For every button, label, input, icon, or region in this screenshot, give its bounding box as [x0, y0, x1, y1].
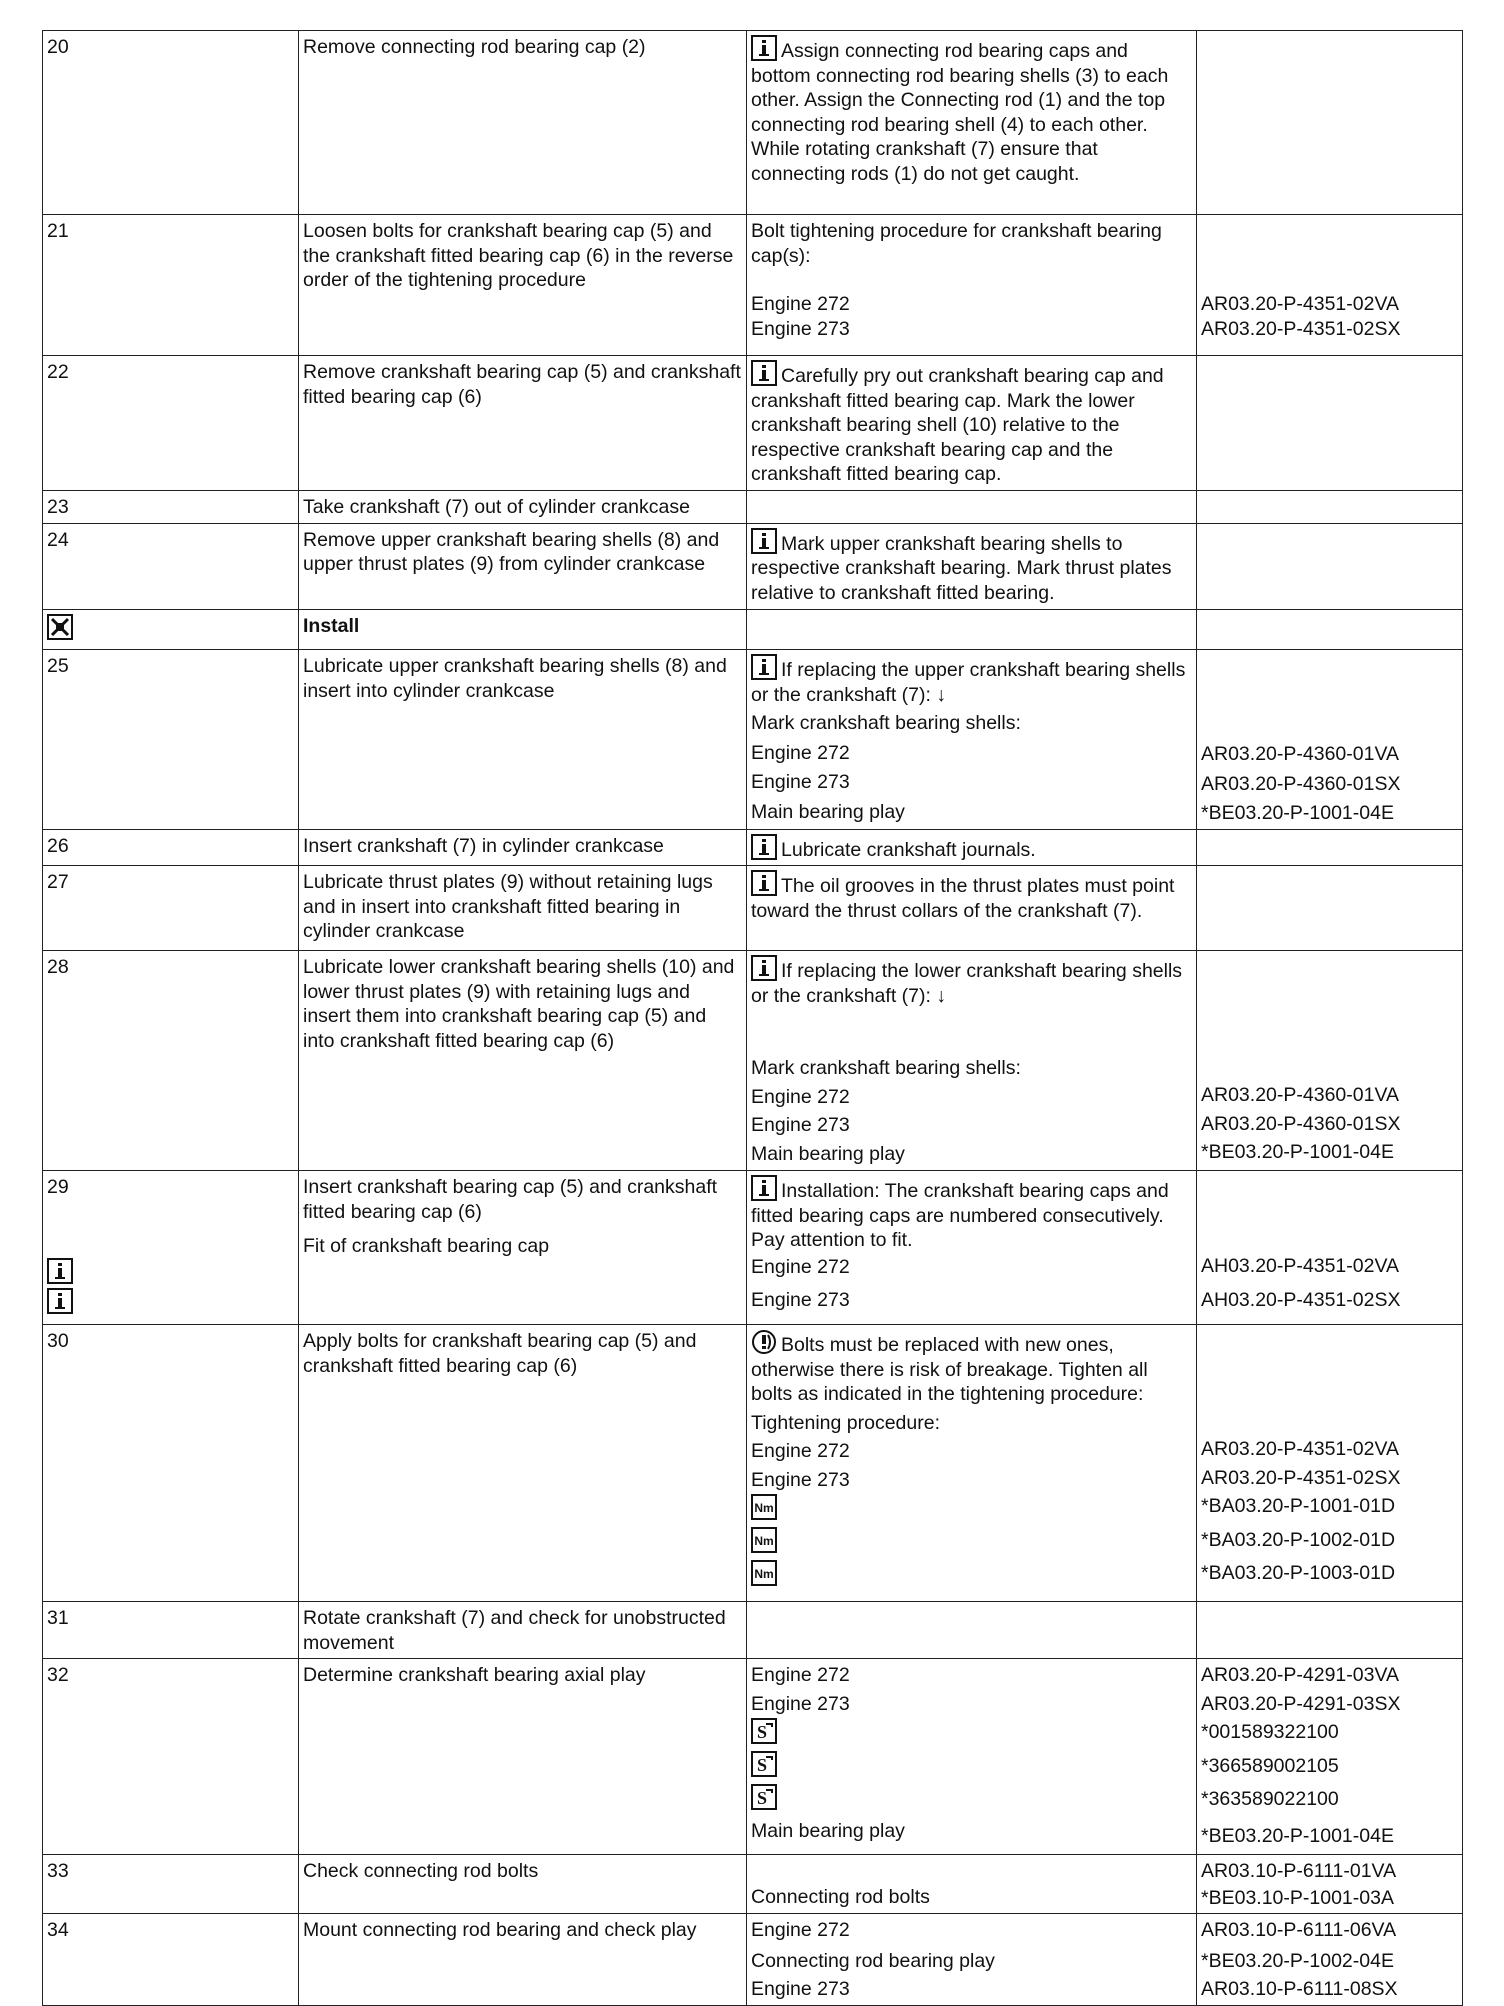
- engine-272-label: Engine 272: [751, 293, 850, 315]
- reference-link[interactable]: *BE03.20-P-1001-04E: [1201, 1141, 1394, 1163]
- reference-link[interactable]: AR03.10-P-6111-08SX: [1201, 1978, 1398, 2000]
- step-note: [747, 829, 1197, 866]
- engine-272-label: Engine 272: [751, 1440, 850, 1462]
- step-number-text: 29: [47, 1176, 69, 1198]
- step-note: [747, 215, 1197, 356]
- table-row: [43, 866, 1463, 951]
- note-text: Bolts must be replaced with new ones, otherwise there is risk of breakage. Tighten all bolts as indicated in the tightening procedure:: [751, 1334, 1148, 1405]
- reference-link[interactable]: *BE03.20-P-1001-04E: [1201, 802, 1394, 824]
- step-note: [747, 1855, 1197, 1914]
- step-note: [747, 1171, 1197, 1325]
- reference-cell: [1197, 215, 1463, 356]
- reference-link[interactable]: AR03.20-P-4360-01VA: [1201, 743, 1400, 765]
- info-icon: [751, 528, 777, 554]
- note-text: If replacing the upper crankshaft bearing shells or the crankshaft (7): ↓: [751, 659, 1186, 706]
- tool-number-link[interactable]: *366589002105: [1201, 1754, 1339, 1777]
- table-row: [43, 31, 1463, 215]
- step-note: [747, 609, 1197, 650]
- reference-cell: [1197, 491, 1463, 524]
- tightening-procedure-label: Tightening procedure:: [751, 1411, 940, 1434]
- reference-cell: [1197, 650, 1463, 830]
- install-icon-cell: [43, 609, 299, 650]
- engine-273-label: Engine 273: [751, 1114, 850, 1136]
- step-note: [747, 491, 1197, 524]
- reference-cell: [1197, 1602, 1463, 1659]
- engine-272-label: Engine 272: [751, 741, 850, 764]
- table-row: [43, 491, 1463, 524]
- step-number: 21: [43, 215, 299, 356]
- step-action: Lubricate upper crankshaft bearing shells (8) and insert into cylinder crankcase: [299, 650, 747, 830]
- step-note: [747, 356, 1197, 491]
- step-number: 30: [43, 1325, 299, 1602]
- reference-link[interactable]: AR03.20-P-4351-02SX: [1201, 1466, 1401, 1489]
- special-tool-icon: [751, 1751, 777, 1777]
- reference-link[interactable]: AR03.20-P-4360-01SX: [1201, 772, 1401, 795]
- reference-cell: [1197, 523, 1463, 609]
- note-text: If replacing the lower crankshaft bearing shells or the crankshaft (7): ↓: [751, 960, 1183, 1007]
- step-note: [747, 31, 1197, 215]
- info-icon: [47, 1288, 73, 1314]
- reference-cell: [1197, 31, 1463, 215]
- connecting-rod-bolts-label: Connecting rod bolts: [751, 1886, 930, 1908]
- reference-link[interactable]: AR03.20-P-4291-03VA: [1201, 1664, 1400, 1686]
- step-number: 27: [43, 866, 299, 951]
- step-note: [747, 1325, 1197, 1602]
- reference-cell: [1197, 829, 1463, 866]
- step-number: 33: [43, 1855, 299, 1914]
- info-icon: [751, 35, 777, 61]
- step-note: [747, 650, 1197, 830]
- reference-cell: [1197, 1659, 1463, 1855]
- svg-text:S: S: [756, 1755, 768, 1775]
- step-action: Check connecting rod bolts: [299, 1855, 747, 1914]
- step-number: 26: [43, 829, 299, 866]
- step-number: [43, 1171, 299, 1325]
- table-row: [43, 650, 1463, 830]
- step-number: 23: [43, 491, 299, 524]
- engine-272-label: Engine 272: [751, 1085, 850, 1108]
- table-row: [43, 356, 1463, 491]
- engine-272-label: Engine 272: [751, 1664, 850, 1686]
- special-tool-icon: [751, 1784, 777, 1810]
- torque-nm-icon: [751, 1527, 777, 1553]
- reference-link[interactable]: AR03.20-P-4351-02VA: [1201, 293, 1400, 315]
- reference-link[interactable]: *BA03.20-P-1001-01D: [1201, 1495, 1396, 1517]
- engine-273-label: Engine 273: [751, 1289, 850, 1311]
- table-row: [43, 1855, 1463, 1914]
- engine-273-label: Engine 273: [751, 771, 850, 793]
- info-icon: [751, 834, 777, 860]
- reference-cell: [1197, 356, 1463, 491]
- reference-link[interactable]: *BA03.20-P-1002-01D: [1201, 1528, 1396, 1551]
- step-action: Rotate crankshaft (7) and check for unobstructed movement: [299, 1602, 747, 1659]
- torque-nm-icon: [751, 1560, 777, 1586]
- table-row: [43, 829, 1463, 866]
- note-text: Lubricate crankshaft journals.: [781, 838, 1036, 861]
- reference-link[interactable]: *BE03.10-P-1001-03A: [1201, 1886, 1394, 1909]
- table-row: [43, 215, 1463, 356]
- install-heading: Install: [299, 609, 747, 650]
- tool-number-link[interactable]: *363589022100: [1201, 1788, 1339, 1810]
- reference-cell: [1197, 1171, 1463, 1325]
- step-action: Apply bolts for crankshaft bearing cap (5) and crankshaft fitted bearing cap (6): [299, 1325, 747, 1602]
- connecting-rod-bearing-play-label: Connecting rod bearing play: [751, 1949, 995, 1972]
- reference-cell: [1197, 1325, 1463, 1602]
- main-bearing-play-label: Main bearing play: [751, 800, 905, 823]
- engine-273-label: Engine 273: [751, 317, 850, 340]
- reference-link[interactable]: AR03.20-P-4360-01SX: [1201, 1112, 1401, 1135]
- step-number: 20: [43, 31, 299, 215]
- step-action: [299, 1171, 747, 1325]
- reference-link[interactable]: AR03.10-P-6111-01VA: [1201, 1860, 1397, 1882]
- table-row: [43, 1602, 1463, 1659]
- reference-link[interactable]: AH03.20-P-4351-02SX: [1201, 1288, 1401, 1311]
- reference-cell: [1197, 1914, 1463, 2006]
- step-note: [747, 1659, 1197, 1855]
- info-icon: [47, 1258, 73, 1284]
- engine-273-label: Engine 273: [751, 1978, 850, 2000]
- step-action: Determine crankshaft bearing axial play: [299, 1659, 747, 1855]
- step-action: Take crankshaft (7) out of cylinder crankcase: [299, 491, 747, 524]
- step-number: 32: [43, 1659, 299, 1855]
- reference-link[interactable]: AR03.20-P-4351-02VA: [1201, 1438, 1400, 1460]
- reference-link[interactable]: *BE03.20-P-1002-04E: [1201, 1949, 1394, 1972]
- step-number: 34: [43, 1914, 299, 2006]
- engine-273-label: Engine 273: [751, 1468, 850, 1491]
- engine-272-label: Engine 272: [751, 1255, 850, 1278]
- nm-text: Nm: [754, 1501, 774, 1515]
- reference-cell: [1197, 1855, 1463, 1914]
- step-number: 24: [43, 523, 299, 609]
- note-text: The oil grooves in the thrust plates must point toward the thrust collars of the crankshaft (7).: [751, 875, 1175, 922]
- install-section-row: [43, 609, 1463, 650]
- step-number: 31: [43, 1602, 299, 1659]
- main-bearing-play-label: Main bearing play: [751, 1820, 905, 1842]
- special-tool-icon: [751, 1718, 777, 1744]
- reference-link[interactable]: *BA03.20-P-1003-01D: [1201, 1562, 1396, 1584]
- mark-shells-label: Mark crankshaft bearing shells:: [751, 1057, 1021, 1079]
- step-action: Remove upper crankshaft bearing shells (8) and upper thrust plates (9) from cylinder crankcase: [299, 523, 747, 609]
- warning-icon: [751, 1329, 777, 1355]
- note-text: Installation: The crankshaft bearing caps and fitted bearing caps are numbered consecutively. Pay attention to fit.: [751, 1180, 1169, 1251]
- procedure-table: [42, 30, 1463, 2006]
- note-text: Mark upper crankshaft bearing shells to respective crankshaft bearing. Mark thrust plates relative to crankshaft fitted bearing.: [751, 532, 1172, 604]
- table-row: [43, 1914, 1463, 2006]
- nm-text: Nm: [754, 1567, 774, 1581]
- svg-text:S: S: [756, 1722, 768, 1742]
- torque-nm-icon: [751, 1494, 777, 1520]
- note-text: Carefully pry out crankshaft bearing cap and crankshaft fitted bearing cap. Mark the lower crankshaft bearing shell (10) relative to the respective crankshaft bearing cap and the crankshaft fitted bearing cap.: [751, 365, 1164, 485]
- table-row: [43, 1659, 1463, 1855]
- step-action: Lubricate thrust plates (9) without retaining lugs and in insert into crankshaft fitted bearing in cylinder crankcase: [299, 866, 747, 951]
- reference-cell: [1197, 866, 1463, 951]
- step-note: [747, 523, 1197, 609]
- table-row: [43, 523, 1463, 609]
- main-bearing-play-label: Main bearing play: [751, 1142, 905, 1165]
- note-text: Bolt tightening procedure for crankshaft bearing cap(s):: [751, 220, 1162, 267]
- engine-273-label: Engine 273: [751, 1692, 850, 1715]
- info-icon: [751, 870, 777, 896]
- fit-label: Fit of crankshaft bearing cap: [303, 1235, 550, 1257]
- step-action: Mount connecting rod bearing and check play: [299, 1914, 747, 2006]
- table-row: [43, 951, 1463, 1171]
- reference-link[interactable]: *BE03.20-P-1001-04E: [1201, 1824, 1394, 1847]
- step-note: [747, 1602, 1197, 1659]
- mark-shells-label: Mark crankshaft bearing shells:: [751, 712, 1021, 734]
- step-action: Lubricate lower crankshaft bearing shells (10) and lower thrust plates (9) with retaining lugs and insert them into crankshaft bearing cap (5) and into crankshaft fitted bearing cap (6): [299, 951, 747, 1171]
- nm-text: Nm: [754, 1534, 774, 1548]
- note-text: While rotating crankshaft (7) ensure that connecting rods (1) do not get caught.: [751, 138, 1098, 185]
- step-number: 25: [43, 650, 299, 830]
- tool-number-link[interactable]: *001589322100: [1201, 1721, 1339, 1743]
- reference-link[interactable]: AH03.20-P-4351-02VA: [1201, 1255, 1400, 1277]
- svg-text:S: S: [756, 1788, 768, 1808]
- reference-link[interactable]: AR03.10-P-6111-06VA: [1201, 1919, 1397, 1941]
- step-note: [747, 1914, 1197, 2006]
- info-icon: [751, 654, 777, 680]
- step-note: [747, 866, 1197, 951]
- engine-272-label: Engine 272: [751, 1919, 850, 1941]
- reference-link[interactable]: AR03.20-P-4351-02SX: [1201, 317, 1401, 340]
- table-row: [43, 1325, 1463, 1602]
- info-icon: [751, 1175, 777, 1201]
- step-number: 28: [43, 951, 299, 1171]
- step-action: Insert crankshaft (7) in cylinder crankcase: [299, 829, 747, 866]
- note-text: Assign connecting rod bearing caps and bottom connecting rod bearing shells (3) to each other. Assign the Connecting rod (1) and the top connecting rod bearing shell (4) to each other.: [751, 40, 1169, 136]
- reference-link[interactable]: AR03.20-P-4291-03SX: [1201, 1692, 1401, 1715]
- repair-instructions-sheet: [42, 30, 1462, 2006]
- reference-link[interactable]: AR03.20-P-4360-01VA: [1201, 1084, 1400, 1106]
- install-icon: [47, 614, 73, 647]
- reference-cell: [1197, 951, 1463, 1171]
- step-action-text: Insert crankshaft bearing cap (5) and crankshaft fitted bearing cap (6): [303, 1176, 718, 1223]
- step-action: Remove connecting rod bearing cap (2): [299, 31, 747, 215]
- table-row: [43, 1171, 1463, 1325]
- step-note: [747, 951, 1197, 1171]
- step-action: Remove crankshaft bearing cap (5) and crankshaft fitted bearing cap (6): [299, 356, 747, 491]
- reference-cell: [1197, 609, 1463, 650]
- info-icon: [751, 360, 777, 386]
- step-number: 22: [43, 356, 299, 491]
- info-icon: [751, 955, 777, 981]
- step-action: Loosen bolts for crankshaft bearing cap (5) and the crankshaft fitted bearing cap (6) in the reverse order of the tightening procedure: [299, 215, 747, 356]
